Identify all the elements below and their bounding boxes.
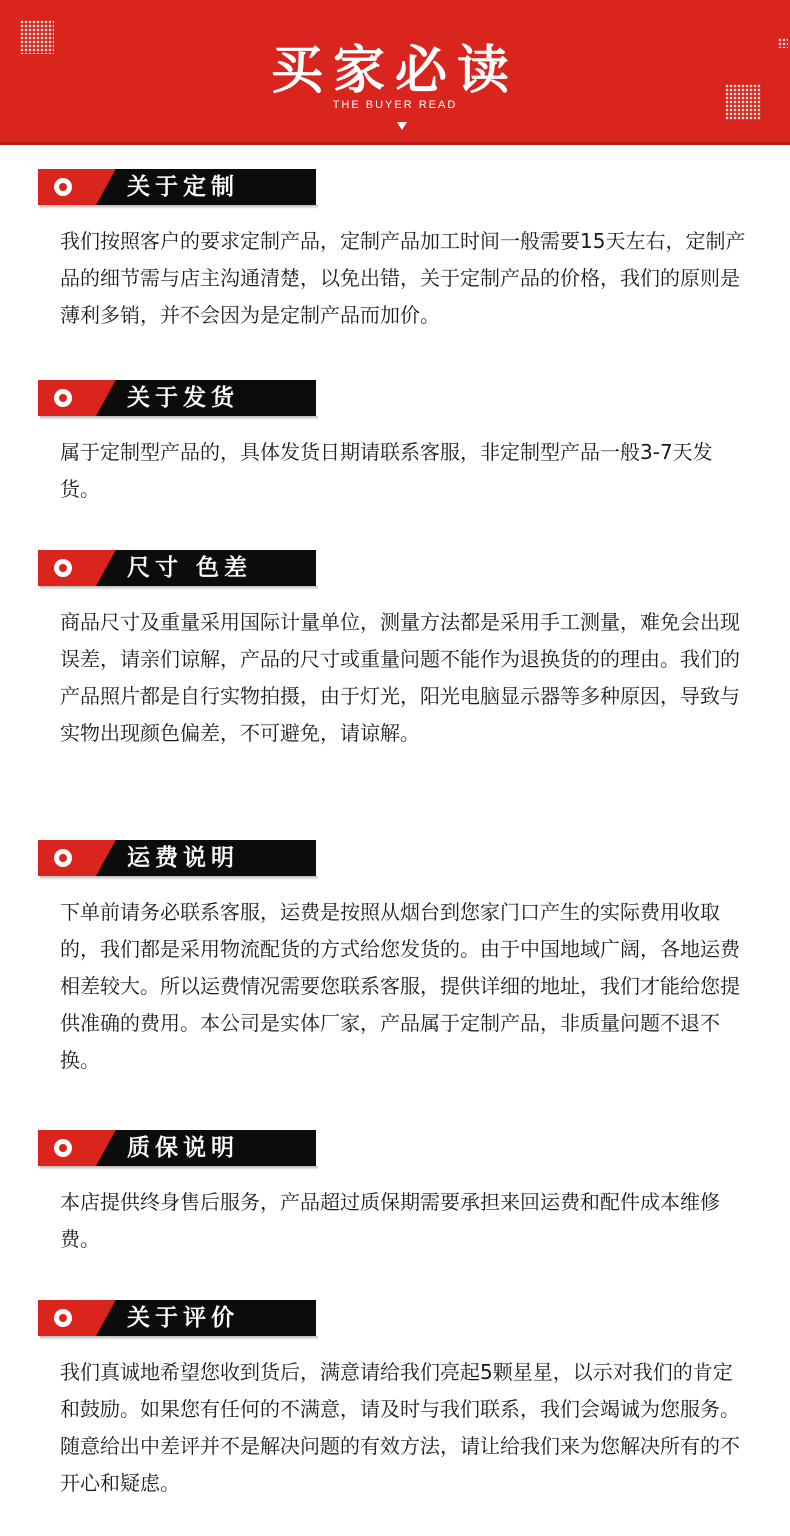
section-body: 商品尺寸及重量采用国际计量单位，测量方法都是采用手工测量，难免会出现误差，请亲们谅解，产品的尺寸或重量问题不能作为退换货的的理由。我们的产品照片都是自行实物拍摄，由于灯光，阳光电脑显示器等多种原因，导致与实物出现颜色偏差，不可避免，请谅解。 <box>60 610 740 745</box>
section-shipping <box>0 380 790 508</box>
section-freight <box>0 840 790 1079</box>
section-title: 关于评价 <box>127 1305 239 1331</box>
section-title: 质保说明 <box>127 1135 239 1161</box>
section-title: 尺寸 色差 <box>127 555 253 581</box>
section-header <box>0 550 790 592</box>
section-header <box>0 840 790 882</box>
page-title: 买家必读 <box>270 41 519 101</box>
ring-icon <box>54 849 72 867</box>
section-size-color <box>0 550 790 752</box>
section-header <box>0 169 790 211</box>
section-header <box>0 380 790 422</box>
ring-icon <box>54 1139 72 1157</box>
section-body: 我们按照客户的要求定制产品，定制产品加工时间一般需要15天左右，定制产品的细节需与店主沟通清楚，以免出错，关于定制产品的价格，我们的原则是薄利多销，并不会因为是定制产品而加价。 <box>60 229 746 327</box>
section-header <box>0 1300 790 1342</box>
section-title: 运费说明 <box>127 845 239 871</box>
ring-icon <box>54 1309 72 1327</box>
page-subtitle: THE BUYER READ <box>332 99 458 111</box>
section-body: 本店提供终身售后服务，产品超过质保期需要承担来回运费和配件成本维修费。 <box>60 1190 720 1251</box>
section-header <box>0 1130 790 1172</box>
section-body: 下单前请务必联系客服，运费是按照从烟台到您家门口产生的实际费用收取的，我们都是采用物流配货的方式给您发货的。由于中国地域广阔，各地运费相差较大。所以运费情况需要您联系客服，提供详细的地址，我们才能给您提供准确的费用。本公司是实体厂家，产品属于定制产品，非质量问题不退不换。 <box>60 900 740 1072</box>
section-customization <box>0 169 790 334</box>
triangle-down-icon <box>397 122 407 130</box>
section-warranty <box>0 1130 790 1258</box>
section-body: 属于定制型产品的，具体发货日期请联系客服，非定制型产品一般3-7天发货。 <box>60 440 713 501</box>
ring-icon <box>54 178 72 196</box>
section-body: 我们真诚地希望您收到货后，满意请给我们亮起5颗星星，以示对我们的肯定和鼓励。如果您有任何的不满意，请及时与我们联系，我们会竭诚为您服务。随意给出中差评并不是解决问题的有效方法，请让给我们来为您解决所有的不开心和疑虑。 <box>60 1360 740 1495</box>
section-title: 关于定制 <box>127 174 239 200</box>
section-reviews <box>0 1300 790 1502</box>
ring-icon <box>54 389 72 407</box>
ring-icon <box>54 559 72 577</box>
section-title: 关于发货 <box>127 385 239 411</box>
header-banner <box>0 0 790 145</box>
